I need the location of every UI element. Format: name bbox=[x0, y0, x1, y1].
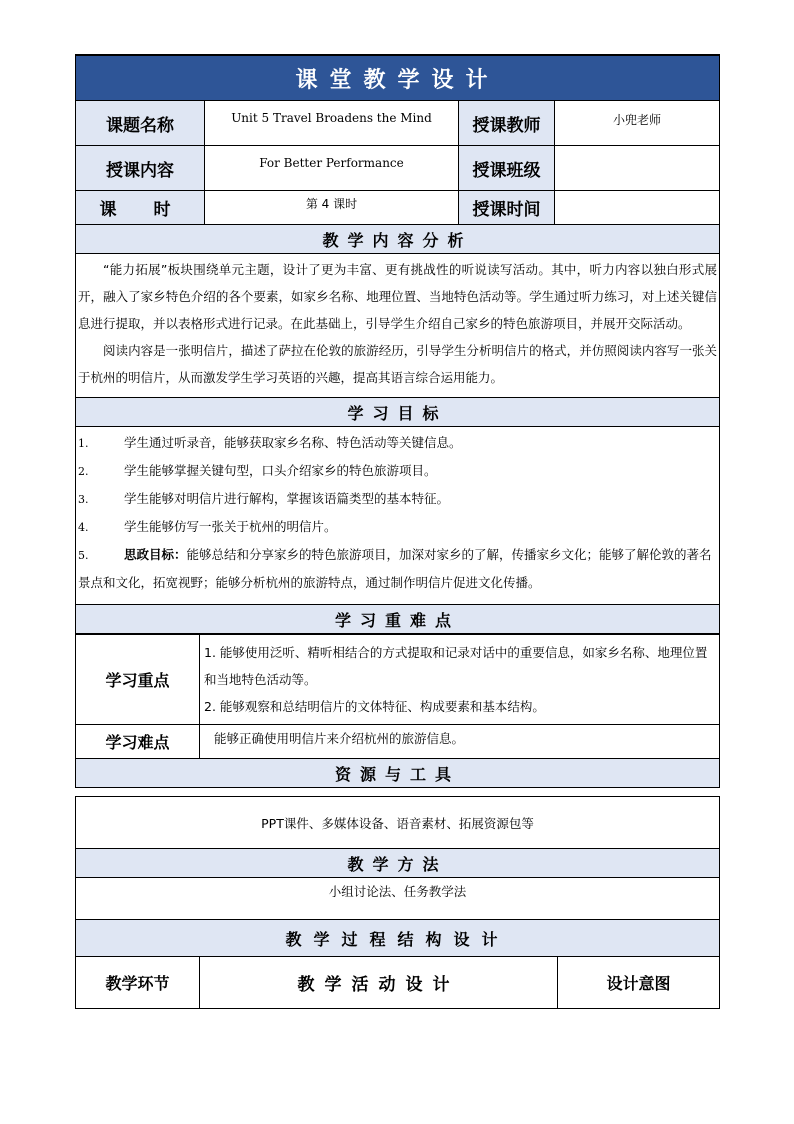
lesson-info-table bbox=[75, 54, 720, 634]
keypoints-table bbox=[75, 634, 720, 788]
resources-heading: 资源与工具 bbox=[76, 759, 720, 788]
process-col-activity: 教学活动设计 bbox=[200, 957, 558, 1009]
process-heading: 教学过程结构设计 bbox=[76, 920, 720, 957]
methods-heading: 教学方法 bbox=[76, 849, 720, 878]
process-col-stage: 教学环节 bbox=[76, 957, 200, 1009]
period-label: 课 时 bbox=[76, 191, 205, 225]
process-col-intent: 设计意图 bbox=[558, 957, 720, 1009]
key-point-2: 2. 能够观察和总结明信片的文体特征、构成要素和基本结构。 bbox=[204, 699, 545, 714]
time-value bbox=[555, 191, 720, 225]
teacher-label: 授课教师 bbox=[459, 101, 555, 146]
class-value bbox=[555, 146, 720, 191]
content-label: 授课内容 bbox=[76, 146, 205, 191]
teacher-value: 小兜老师 bbox=[555, 101, 720, 146]
key-points-label: 学习重点 bbox=[76, 635, 200, 725]
lesson-plan bbox=[75, 54, 719, 1009]
analysis-paragraph-2: 阅读内容是一张明信片，描述了萨拉在伦敦的旅游经历，引导学生分析明信片的格式，并仿照阅读内容写一张关于杭州的明信片，从而激发学生学习英语的兴趣，提高其语言综合运用能力。 bbox=[78, 343, 718, 385]
key-point-1: 1. 能够使用泛听、精听相结合的方式提取和记录对话中的重要信息，如家乡名称、地理位置和当地特色活动等。 bbox=[204, 645, 708, 687]
difficulty-label: 学习难点 bbox=[76, 725, 200, 759]
methods-text: 小组讨论法、任务教学法 bbox=[76, 878, 720, 920]
objective-item: 3. 学生能够对明信片进行解构，掌握该语篇类型的基本特征。 bbox=[78, 491, 450, 506]
analysis-content bbox=[76, 254, 720, 398]
content-value: For Better Performance bbox=[205, 146, 459, 191]
objective-item: 4. 学生能够仿写一张关于杭州的明信片。 bbox=[78, 519, 337, 534]
analysis-heading: 教学内容分析 bbox=[76, 225, 720, 254]
objectives-list bbox=[76, 427, 720, 605]
resources-table bbox=[75, 796, 720, 1009]
keypoints-heading: 学习重难点 bbox=[76, 605, 720, 634]
objectives-heading: 学习目标 bbox=[76, 398, 720, 427]
period-value: 第 4 课时 bbox=[205, 191, 459, 225]
difficulty-content: 能够正确使用明信片来介绍杭州的旅游信息。 bbox=[200, 725, 720, 759]
objective-item: 1. 学生通过听录音，能够获取家乡名称、特色活动等关键信息。 bbox=[78, 435, 462, 450]
key-points-content bbox=[200, 635, 720, 725]
analysis-paragraph-1: “能力拓展”板块围绕单元主题，设计了更为丰富、更有挑战性的听说读写活动。其中，听力内容以独白形式展开，融入了家乡特色介绍的各个要素，如家乡名称、地理位置、当地特色活动等。学生通过听力练习，对上述关键信息进行提取，并以表格形式进行记录。在此基础上，引导学生介绍自己家乡的特色旅游项目，并展开交际活动。 bbox=[78, 262, 718, 331]
page-title: 课堂教学设计 bbox=[76, 55, 720, 101]
topic-value: Unit 5 Travel Broadens the Mind bbox=[205, 101, 459, 146]
objective-item: 5. 思政目标：能够总结和分享家乡的特色旅游项目，加深对家乡的了解，传播家乡文化；能够了解伦敦的著名景点和文化，拓宽视野；能够分析杭州的旅游特点，通过制作明信片促进文化传播。 bbox=[78, 547, 712, 590]
topic-label: 课题名称 bbox=[76, 101, 205, 146]
resources-text: PPT课件、多媒体设备、语音素材、拓展资源包等 bbox=[76, 797, 720, 849]
class-label: 授课班级 bbox=[459, 146, 555, 191]
objective-item: 2. 学生能够掌握关键句型，口头介绍家乡的特色旅游项目。 bbox=[78, 463, 437, 478]
time-label: 授课时间 bbox=[459, 191, 555, 225]
